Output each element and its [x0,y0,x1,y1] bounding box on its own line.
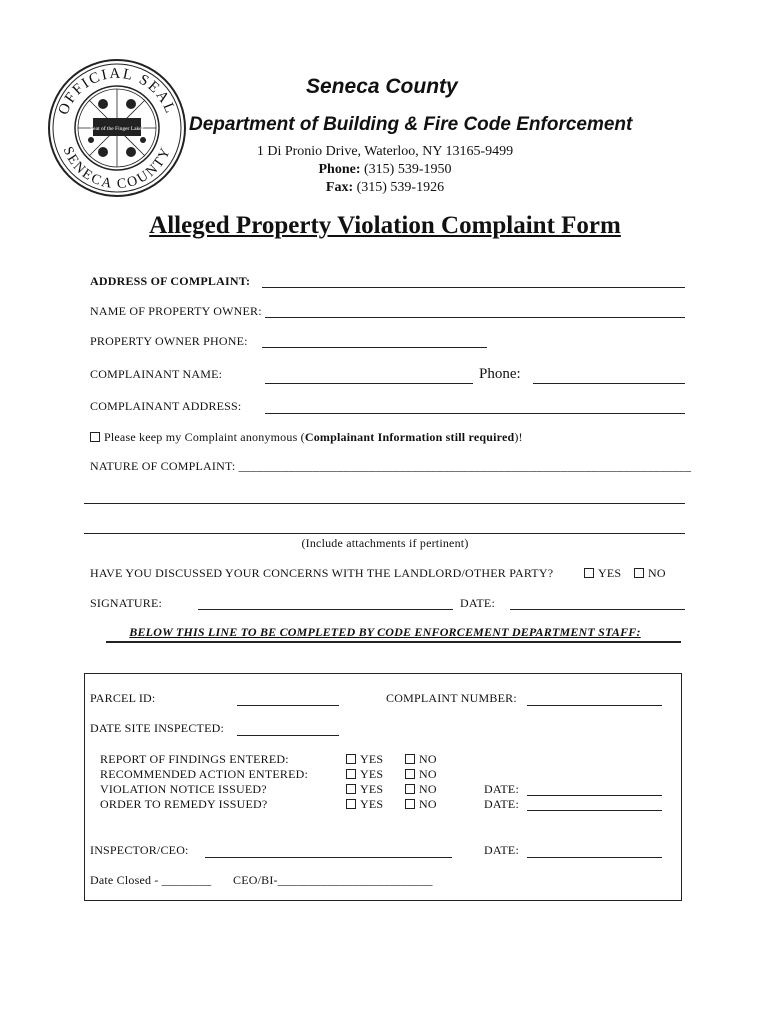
form-title: Alleged Property Violation Complaint Form [149,212,621,239]
county-name: Seneca County [306,75,458,98]
date-closed-label: Date Closed - ________ [90,873,212,887]
seal-bottom-text: SENECA COUNTY [59,144,175,193]
phone-label: Phone: [318,162,361,177]
owner-name-label: NAME OF PROPERTY OWNER: [90,304,262,318]
owner-phone-field[interactable] [262,347,487,348]
staff-banner: BELOW THIS LINE TO BE COMPLETED BY CODE ENFORCEMENT DEPARTMENT STAFF: [129,625,641,639]
fax-value: (315) 539-1926 [353,180,445,195]
discussed-no-label: NO [648,566,666,580]
signature-label: SIGNATURE: [90,596,163,610]
checkbox[interactable] [346,784,356,794]
signature-date-field[interactable] [510,609,685,610]
anonymous-option [90,430,523,445]
anonymous-bold-text: Complainant Information still required [304,430,515,444]
phone-value: (315) 539-1950 [360,162,452,177]
department-name: Department of Building & Fire Code Enforcement [189,114,633,135]
staff-item-recommended-action: RECOMMENDED ACTION ENTERED: [100,767,309,781]
recommended-action-yes[interactable] [346,767,383,782]
inspector-date-field[interactable] [527,857,662,858]
address-of-complaint-field[interactable] [262,287,685,288]
checkbox[interactable] [405,799,415,809]
violation-notice-yes[interactable] [346,782,383,797]
complainant-address-label: COMPLAINANT ADDRESS: [90,399,242,413]
checkbox[interactable] [405,754,415,764]
ceo-bi-label: CEO/BI-_________________________ [233,873,433,887]
discussed-yes-option[interactable] [584,566,621,581]
address-of-complaint-label: ADDRESS OF COMPLAINT: [90,274,251,288]
parcel-id-field[interactable] [237,705,339,706]
violation-notice-date-label: DATE: [484,782,519,796]
violation-notice-date-field[interactable] [527,795,662,796]
anonymous-text: Please keep my Complaint anonymous ( [104,430,305,444]
complainant-phone-label: Phone: [479,366,521,382]
staff-divider [106,641,681,643]
complainant-phone-field[interactable] [533,383,685,384]
checkbox[interactable] [346,769,356,779]
checkbox[interactable] [346,799,356,809]
violation-notice-no[interactable] [405,782,437,797]
recommended-action-no[interactable] [405,767,437,782]
parcel-id-label: PARCEL ID: [90,691,156,705]
nature-of-complaint-line-3[interactable] [84,533,685,534]
anonymous-checkbox[interactable] [90,432,100,442]
yes-label: YES [360,752,384,766]
discussed-yes-checkbox[interactable] [584,568,594,578]
checkbox[interactable] [346,754,356,764]
checkbox[interactable] [405,784,415,794]
discussed-no-option[interactable] [634,566,666,581]
complaint-number-label: COMPLAINT NUMBER: [386,691,517,705]
staff-item-report-findings: REPORT OF FINDINGS ENTERED: [100,752,289,766]
complainant-address-field[interactable] [265,413,685,414]
owner-phone-label: PROPERTY OWNER PHONE: [90,334,248,348]
complainant-name-label: COMPLAINANT NAME: [90,367,223,381]
report-findings-yes[interactable] [346,752,383,767]
staff-item-order-to-remedy: ORDER TO REMEDY ISSUED? [100,797,268,811]
nature-of-complaint-line-2[interactable] [84,503,685,504]
yes-label: YES [360,782,384,796]
checkbox[interactable] [405,769,415,779]
date-site-inspected-label: DATE SITE INSPECTED: [90,721,224,735]
report-findings-no[interactable] [405,752,437,767]
staff-item-violation-notice: VIOLATION NOTICE ISSUED? [100,782,267,796]
order-to-remedy-yes[interactable] [346,797,383,812]
order-to-remedy-no[interactable] [405,797,437,812]
no-label: NO [419,797,437,811]
inspector-label: INSPECTOR/CEO: [90,843,189,857]
seal-top-text: OFFICIAL SEAL [55,65,179,118]
department-phone [0,162,770,178]
discussed-no-checkbox[interactable] [634,568,644,578]
seal-inner-text: Seat of the Finger Lakes [90,126,144,132]
complaint-number-field[interactable] [527,705,662,706]
complainant-name-field[interactable] [265,383,473,384]
date-site-inspected-field[interactable] [237,735,339,736]
order-to-remedy-date-field[interactable] [527,810,662,811]
signature-date-label: DATE: [460,596,495,610]
department-fax [0,180,770,196]
signature-field[interactable] [198,609,453,610]
owner-name-field[interactable] [265,317,685,318]
fax-label: Fax: [325,180,354,195]
order-to-remedy-date-label: DATE: [484,797,519,811]
attachments-note: (Include attachments if pertinent) [301,536,469,550]
inspector-field[interactable] [205,857,452,858]
no-label: NO [419,752,437,766]
discussed-yes-label: YES [598,566,622,580]
no-label: NO [419,782,437,796]
department-address: 1 Di Pronio Drive, Waterloo, NY 13165-9499 [256,144,514,159]
nature-of-complaint-label: NATURE OF COMPLAINT: _________________________________________________________________________ [90,459,692,473]
anonymous-suffix: )! [514,430,523,444]
discussed-question: HAVE YOU DISCUSSED YOUR CONCERNS WITH THE LANDLORD/OTHER PARTY? [90,566,554,580]
inspector-date-label: DATE: [484,843,519,857]
yes-label: YES [360,797,384,811]
no-label: NO [419,767,437,781]
yes-label: YES [360,767,384,781]
